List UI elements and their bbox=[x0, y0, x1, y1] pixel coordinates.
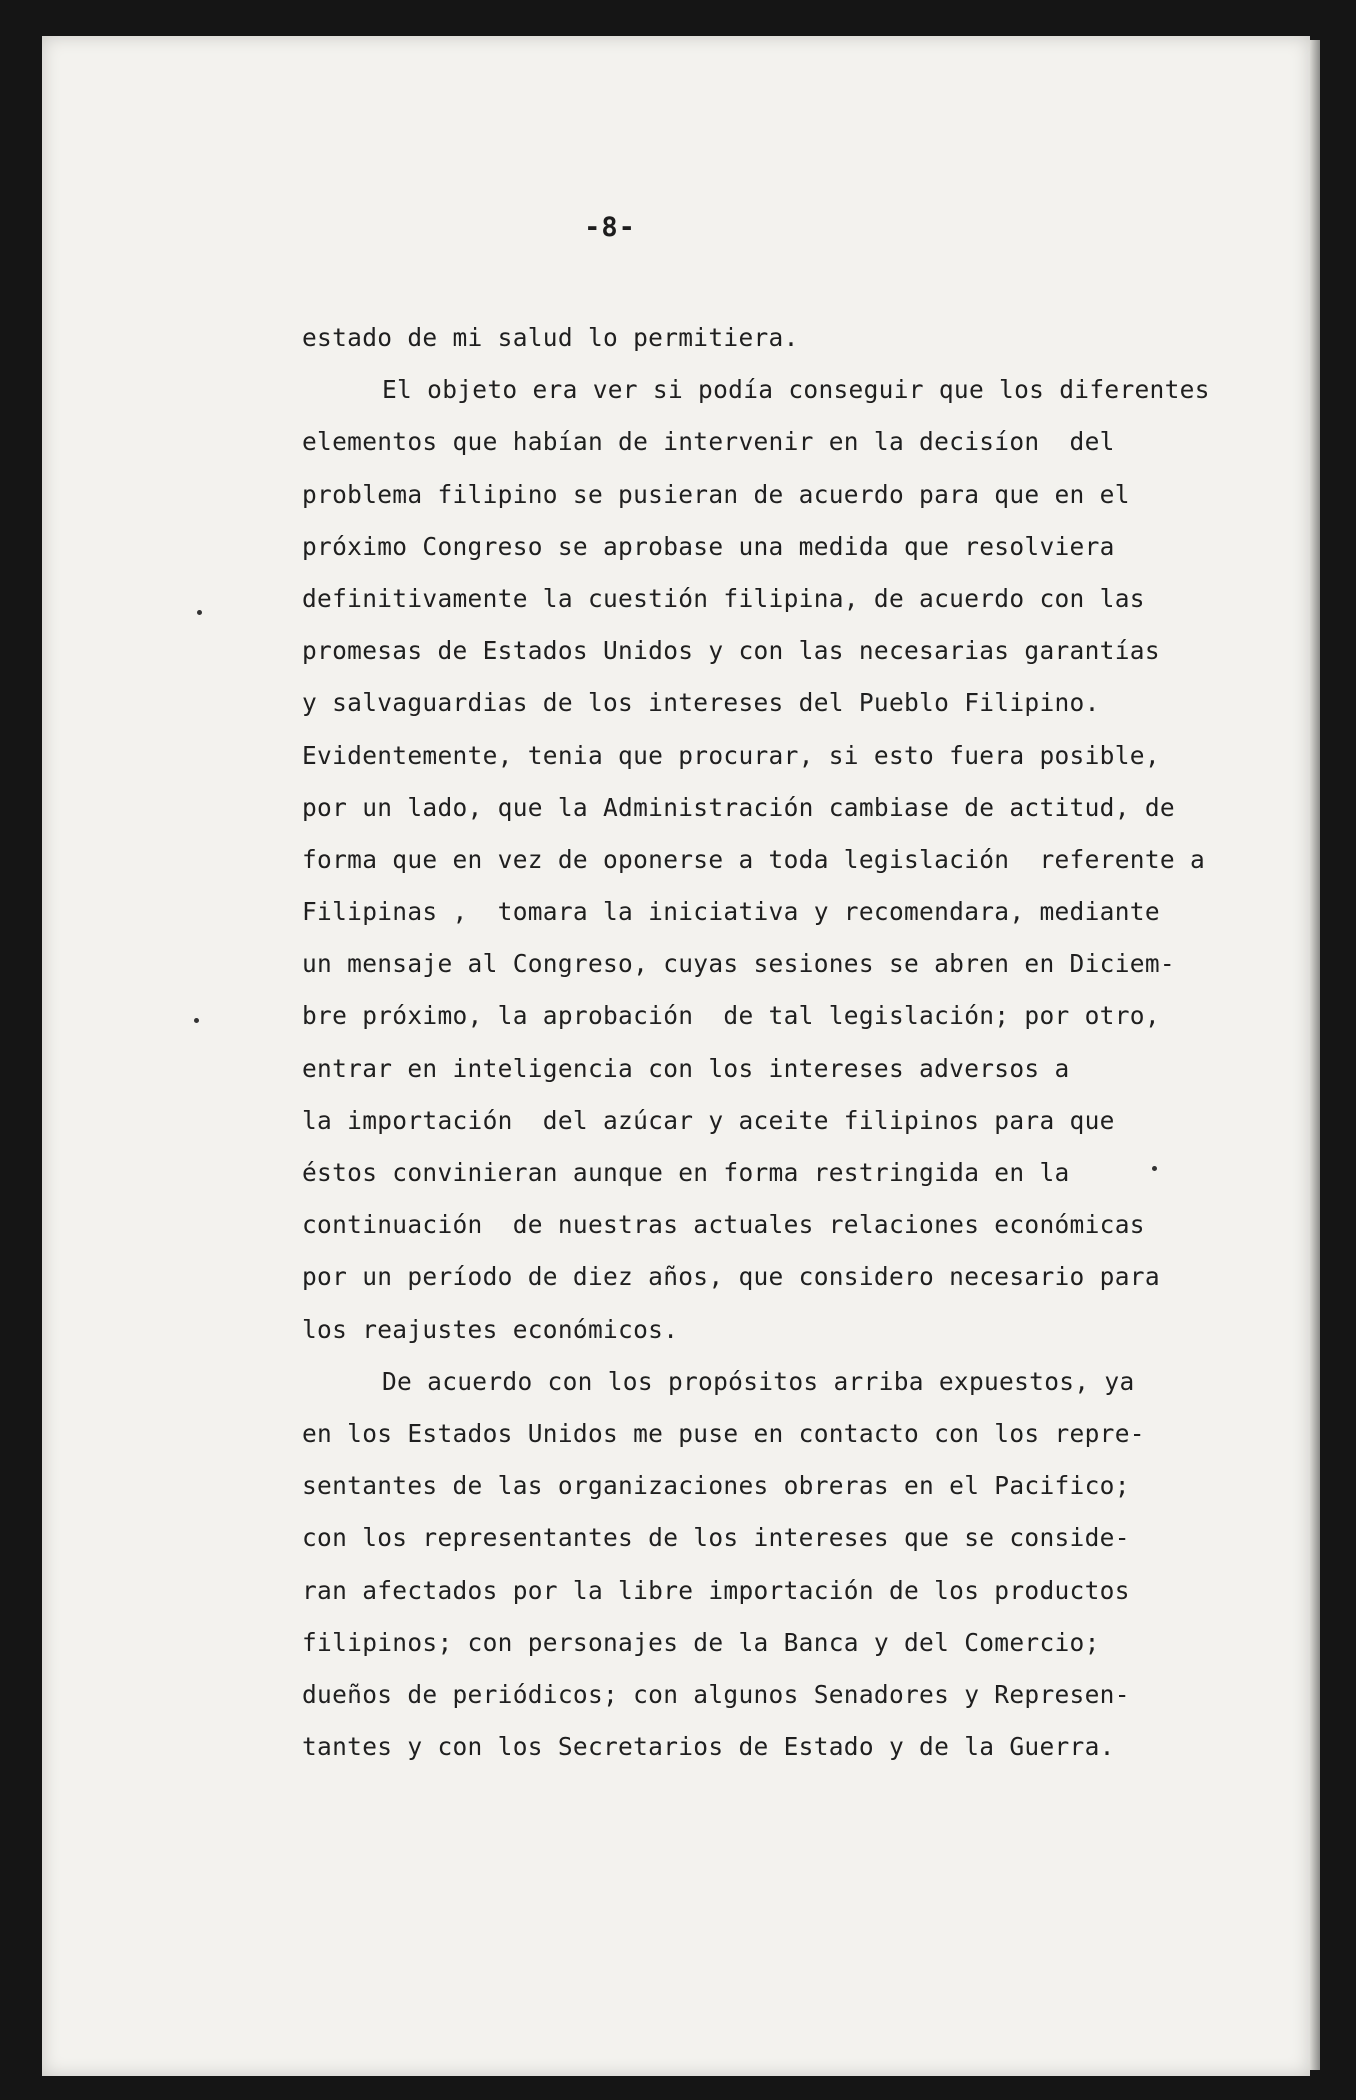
text-line: por un período de diez años, que considero necesario para bbox=[302, 1262, 1160, 1292]
text-line: ran afectados por la libre importación de los productos bbox=[302, 1575, 1130, 1605]
ink-speck bbox=[194, 1018, 199, 1023]
text-line: y salvaguardias de los intereses del Pueblo Filipino. bbox=[302, 688, 1100, 718]
text-line: estado de mi salud lo permitiera. bbox=[302, 323, 799, 352]
text-line: De acuerdo con los propósitos arriba expuestos, ya bbox=[382, 1366, 1135, 1396]
text-line: filipinos; con personajes de la Banca y del Comercio; bbox=[302, 1627, 1100, 1657]
text-line: la importación del azúcar y aceite filipinos para que bbox=[302, 1105, 1115, 1135]
text-line: promesas de Estados Unidos y con las necesarias garantías bbox=[302, 636, 1160, 666]
text-line: dueños de periódicos; con algunos Senadores y Represen- bbox=[302, 1679, 1130, 1709]
text-line: por un lado, que la Administración cambiase de actitud, de bbox=[302, 792, 1175, 822]
page-number: -8- bbox=[584, 212, 636, 243]
text-line: problema filipino se pusieran de acuerdo para que en el bbox=[302, 479, 1130, 509]
ink-speck bbox=[197, 610, 202, 615]
text-line: definitivamente la cuestión filipina, de acuerdo con las bbox=[302, 583, 1145, 613]
text-line: los reajustes económicos. bbox=[302, 1314, 679, 1344]
text-line: Filipinas , tomara la iniciativa y recomendara, mediante bbox=[302, 897, 1160, 927]
text-line: entrar en inteligencia con los intereses adversos a bbox=[302, 1053, 1070, 1083]
text-line: El objeto era ver si podía conseguir que los diferentes bbox=[382, 375, 1210, 405]
text-line: bre próximo, la aprobación de tal legislación; por otro, bbox=[302, 1001, 1160, 1031]
text-line: sentantes de las organizaciones obreras en el Pacifico; bbox=[302, 1471, 1130, 1501]
text-line: continuación de nuestras actuales relaciones económicas bbox=[302, 1210, 1145, 1240]
text-line: éstos convinieran aunque en forma restringida en la bbox=[302, 1158, 1070, 1187]
text-line: próximo Congreso se aprobase una medida que resolviera bbox=[302, 531, 1115, 561]
text-line: forma que en vez de oponerse a toda legislación referente a bbox=[302, 844, 1206, 874]
text-line: Evidentemente, tenia que procurar, si esto fuera posible, bbox=[302, 740, 1160, 770]
text-line: un mensaje al Congreso, cuyas sesiones se abren en Diciem- bbox=[302, 949, 1175, 979]
typewritten-body bbox=[302, 312, 1262, 1773]
paper-edge bbox=[1310, 40, 1320, 2070]
text-line: en los Estados Unidos me puse en contacto con los repre- bbox=[302, 1418, 1145, 1448]
text-line: con los representantes de los intereses que se conside- bbox=[302, 1523, 1130, 1553]
text-line: elementos que habían de intervenir en la decisíon del bbox=[302, 427, 1115, 457]
text-line: tantes y con los Secretarios de Estado y de la Guerra. bbox=[302, 1732, 1115, 1762]
